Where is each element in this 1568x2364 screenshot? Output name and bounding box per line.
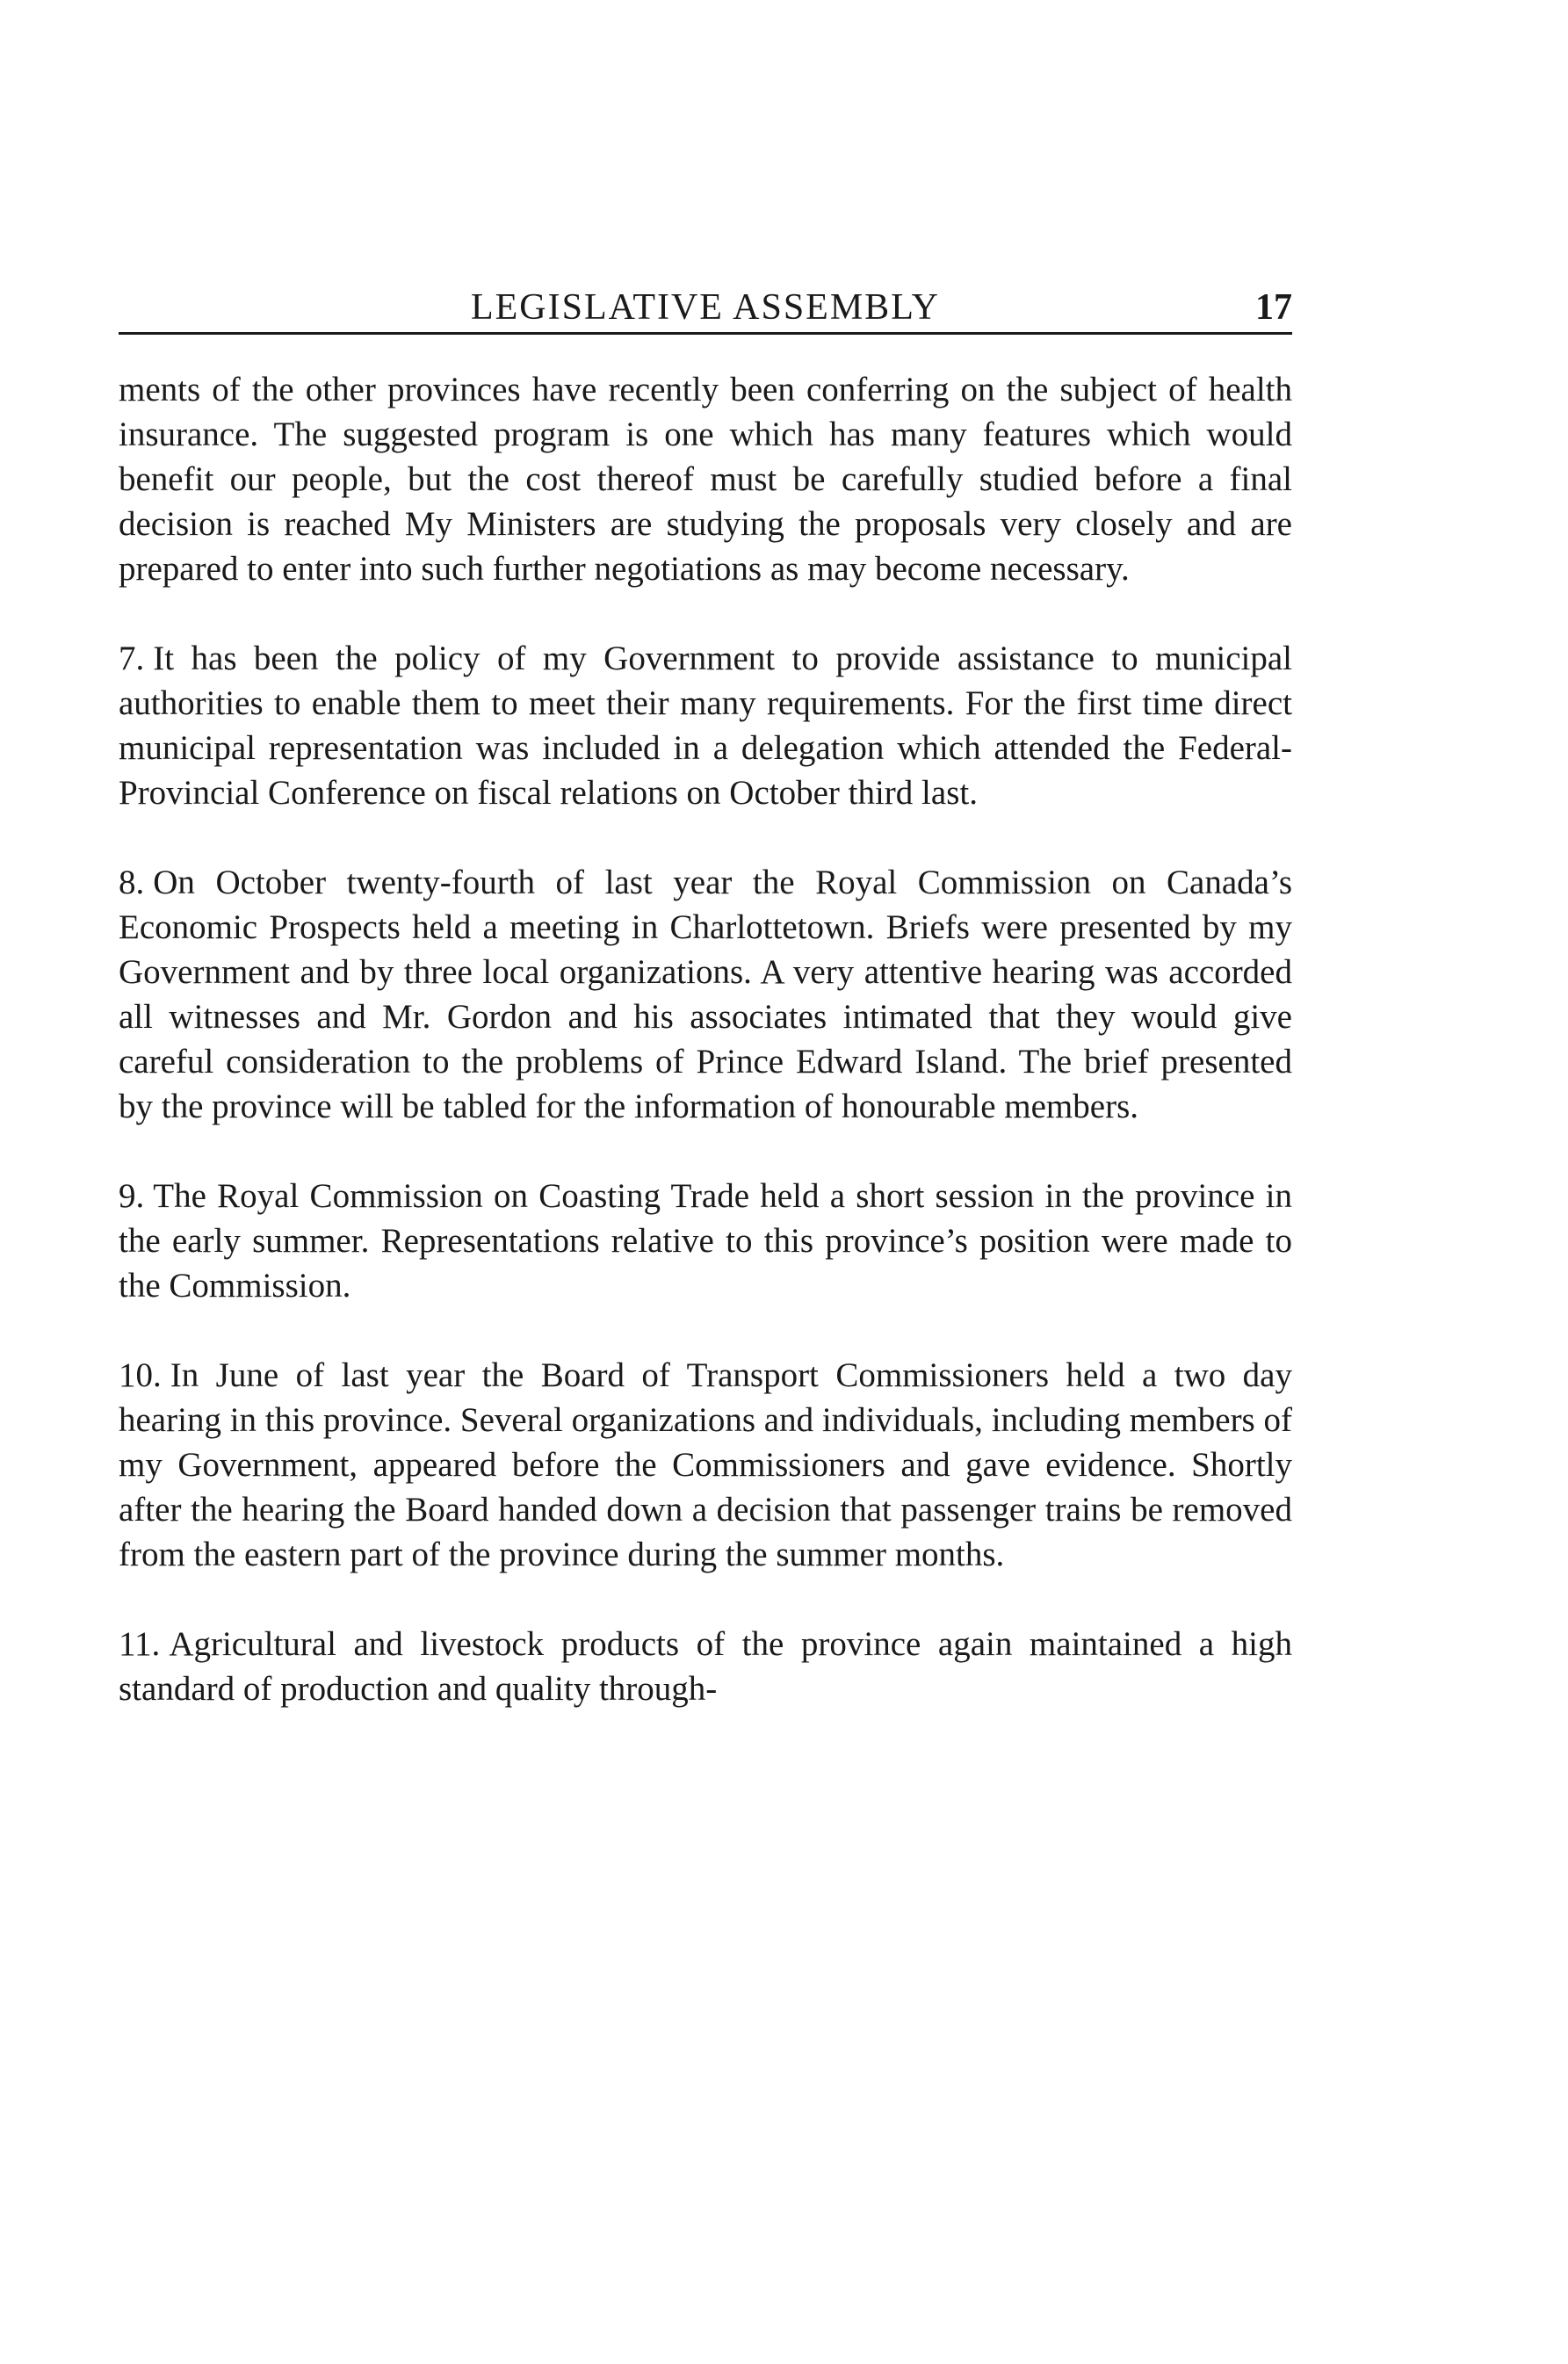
paragraph-text: On October twenty-fourth of last year the Royal Commission on Canada’s Economic Prospects held a meeting in Charlottetown. Briefs were presented by my Government and by three local organizations. A very attentive hearing was accorded all witnesses and Mr. Gordon and his associates intimated that they would give careful consideration to the problems of Prince Edward Island. The brief presented by the province will be tabled for the information of honourable members. xyxy=(119,864,1292,1125)
paragraph-8 xyxy=(119,860,1292,1129)
paragraph-7 xyxy=(119,636,1292,815)
paragraph-continued xyxy=(119,367,1292,591)
page-number: 17 xyxy=(1255,287,1292,328)
paragraph-text: Agricultural and livestock products of the province again maintained a high standard of production and quality through- xyxy=(119,1625,1292,1708)
paragraph-text: The Royal Commission on Coasting Trade held a short session in the province in the early summer. Representations relative to this province’s position were made to the Commission. xyxy=(119,1177,1292,1305)
paragraph-number: 11. xyxy=(119,1625,161,1663)
paragraph-text: In June of last year the Board of Transport Commissioners held a two day hearing in this province. Several organizations and individuals, including members of my Government, appeared before the Commissioners and gave evidence. Shortly after the hearing the Board handed down a decision that passenger trains be removed from the eastern part of the province during the summer months. xyxy=(119,1356,1292,1573)
paragraph-number: 7. xyxy=(119,640,145,677)
header-title: LEGISLATIVE ASSEMBLY xyxy=(471,287,940,328)
paragraph-number: 8. xyxy=(119,864,145,901)
body-text xyxy=(119,367,1292,1756)
running-header xyxy=(119,279,1292,335)
paragraph-10 xyxy=(119,1353,1292,1577)
paragraph-number: 10. xyxy=(119,1356,162,1394)
paragraph-text: It has been the policy of my Government to provide assistance to municipal authorities to enable them to meet their many requirements. For the first time direct municipal representation was included in a delegation which attended the Federal-Provincial Conference on fiscal relations on October third last. xyxy=(119,640,1292,812)
paragraph-9 xyxy=(119,1174,1292,1308)
paragraph-number: 9. xyxy=(119,1177,145,1215)
paragraph-text: ments of the other provinces have recently been conferring on the subject of health insurance. The suggested program is one which has many features which would benefit our people, but the cost thereof must be carefully studied before a final decision is reached My Ministers are studying the proposals very closely and are prepared to enter into such further negotiations as may become necessary. xyxy=(119,371,1292,588)
paragraph-11 xyxy=(119,1622,1292,1711)
